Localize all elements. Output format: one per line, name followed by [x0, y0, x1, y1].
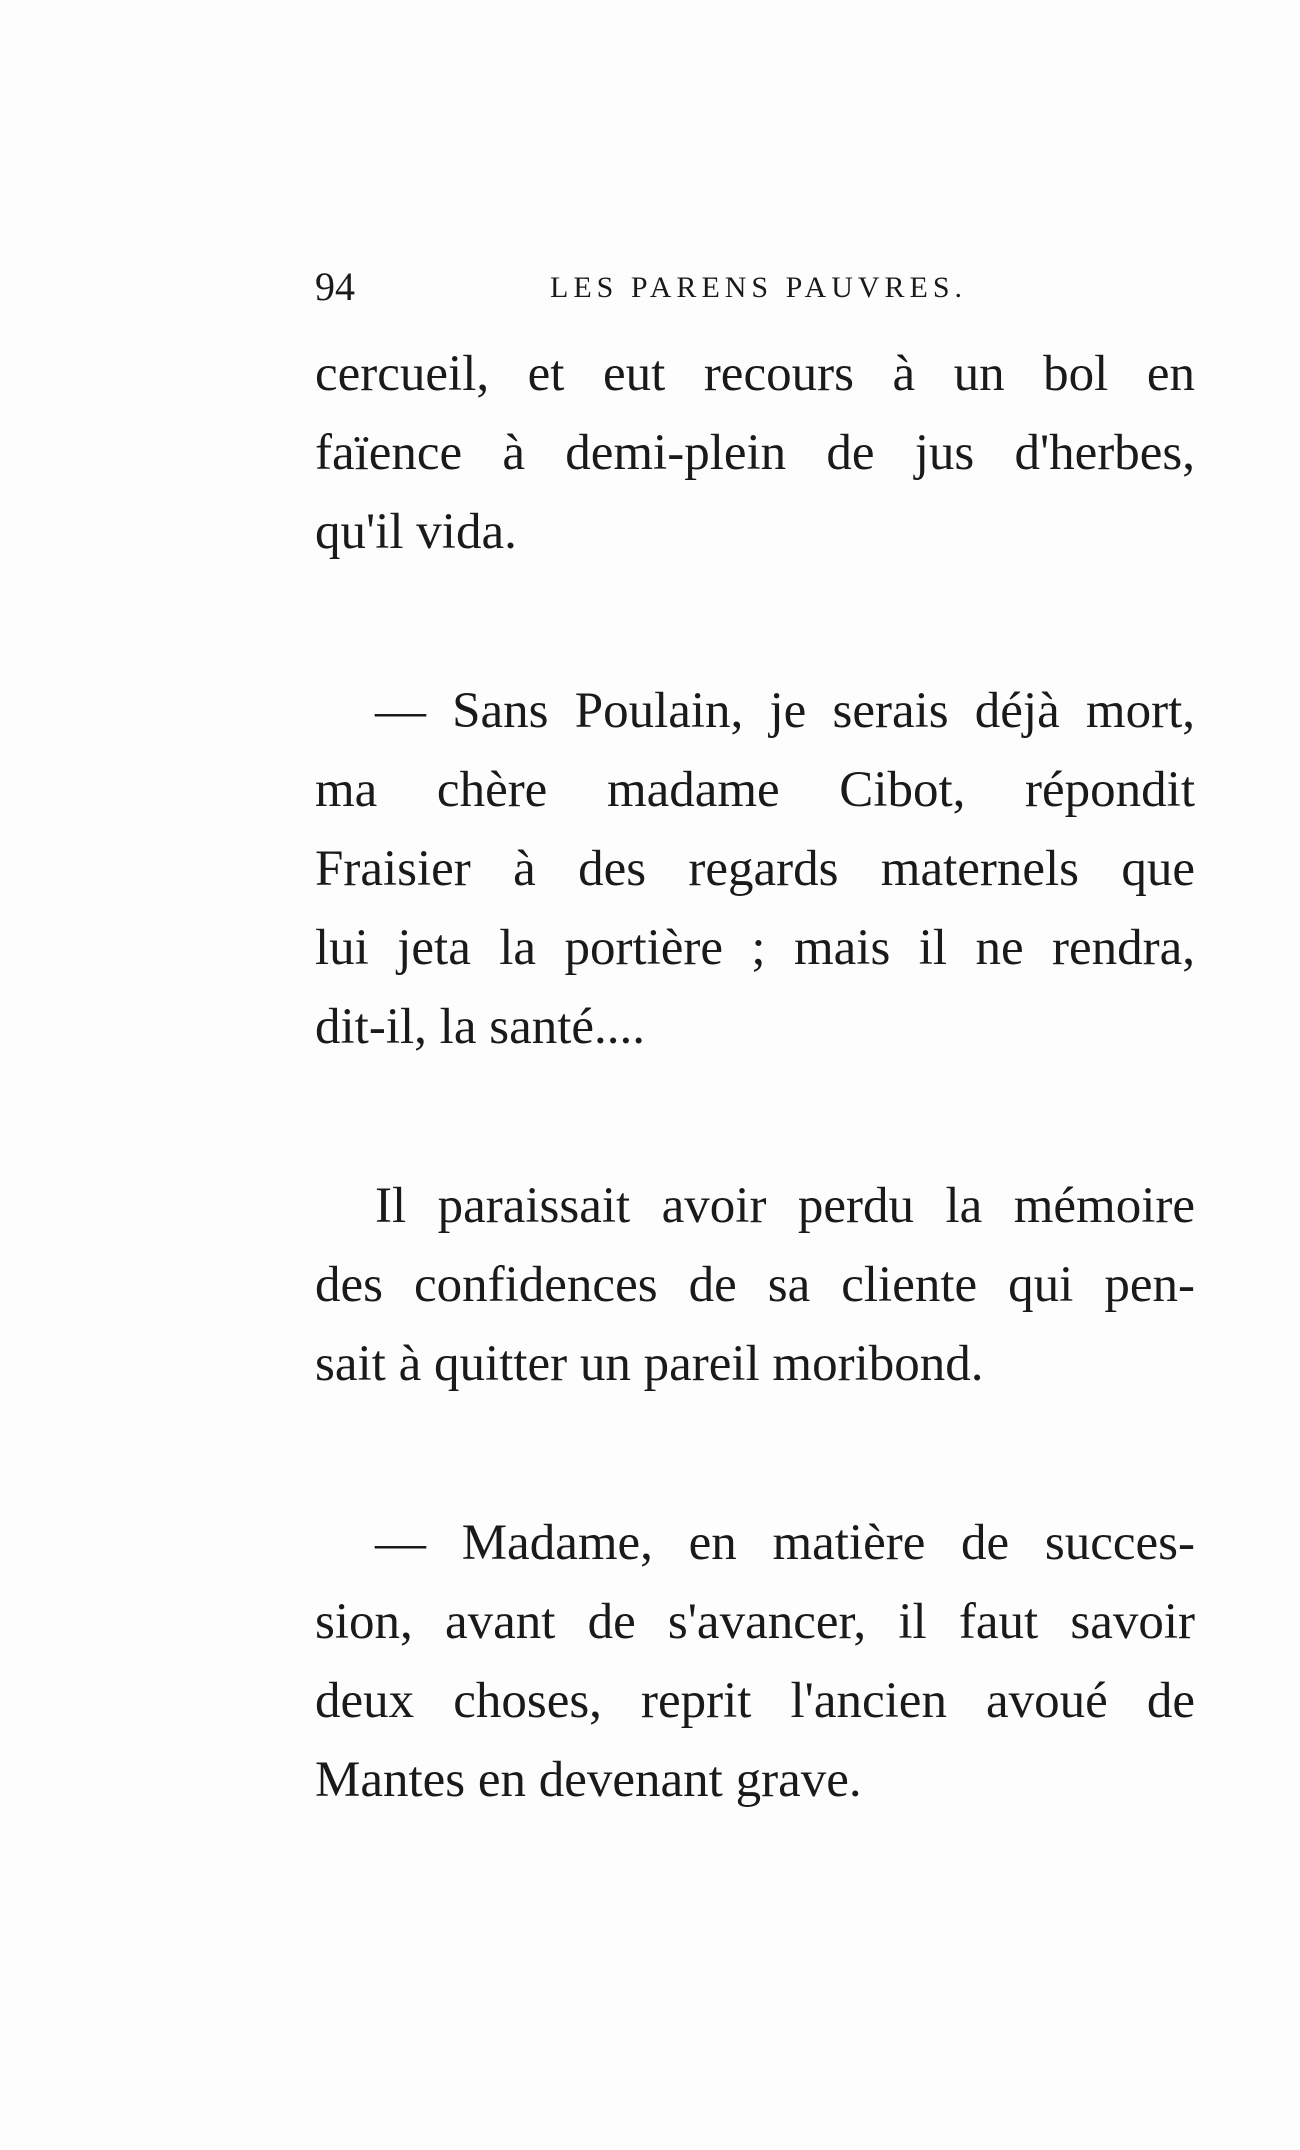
text-line: — Sans Poulain, je serais déjà mort, [375, 683, 1195, 739]
text-line: lui jeta la portière ; mais il ne rendra, [315, 920, 1195, 976]
text-line: Il paraissait avoir perdu la mémoire [375, 1178, 1195, 1234]
paragraph-3 [315, 1167, 1195, 1404]
paragraph-2 [315, 672, 1195, 1067]
paragraph-gap [315, 1067, 1195, 1167]
text-line: faïence à demi-plein de jus d'herbes, [315, 425, 1195, 481]
text-line: — Madame, en matière de succes- [375, 1515, 1195, 1571]
paragraph-4 [315, 1504, 1195, 1820]
paragraph-gap [315, 1404, 1195, 1504]
text-line: qu'il vida. [315, 504, 517, 560]
running-head: LES PARENS PAUVRES. [550, 271, 968, 304]
body-text [315, 335, 1195, 1820]
page-number: 94 [315, 264, 355, 309]
text-line: ma chère madame Cibot, répondit [315, 762, 1195, 818]
text-line: sait à quitter un pareil moribond. [315, 1336, 984, 1392]
text-line: Fraisier à des regards maternels que [315, 841, 1195, 897]
paragraph-gap [315, 572, 1195, 672]
page-header [315, 262, 1195, 312]
text-line: des confidences de sa cliente qui pen- [315, 1257, 1195, 1313]
text-line: deux choses, reprit l'ancien avoué de [315, 1673, 1195, 1729]
text-line: Mantes en devenant grave. [315, 1752, 862, 1808]
paragraph-1 [315, 335, 1195, 572]
text-line: sion, avant de s'avancer, il faut savoir [315, 1594, 1195, 1650]
text-line: cercueil, et eut recours à un bol en [315, 346, 1195, 402]
text-line: dit-il, la santé.... [315, 999, 646, 1055]
